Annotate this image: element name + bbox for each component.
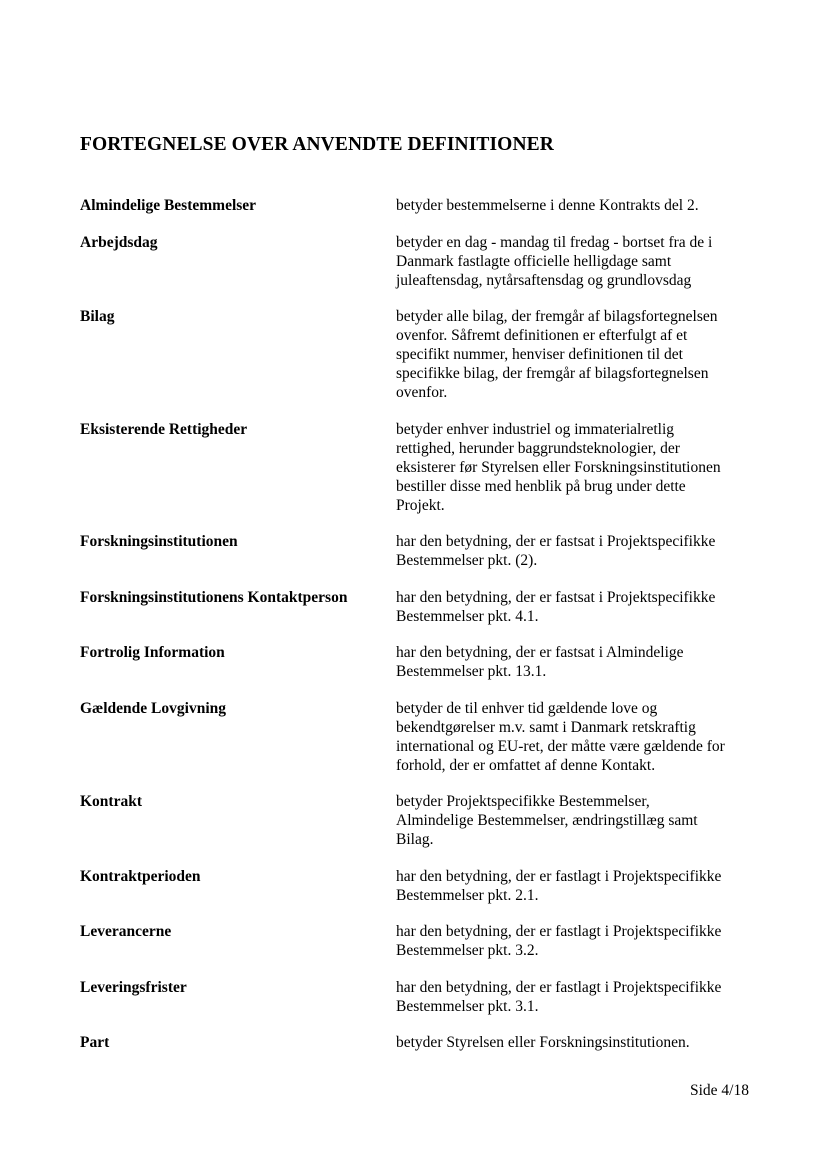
definition-line: har den betydning, der er fastlagt i Projektspecifikke: [396, 867, 722, 885]
definition-line: ovenfor. Såfremt definitionen er efterfulgt af et: [396, 327, 688, 344]
definition-line: juleaftensdag, nytårsaftensdag og grundlovsdag: [396, 271, 692, 289]
definition-row: [80, 420, 760, 515]
definition-term: Kontraktperioden: [80, 867, 201, 885]
definition-description: [396, 1033, 760, 1052]
definition-line: Bestemmelser pkt. 2.1.: [396, 886, 539, 904]
definition-line: Bestemmelser pkt. (2).: [396, 552, 538, 569]
definition-line: rettighed, herunder baggrundsteknologier, der: [396, 439, 680, 457]
definition-line: forhold, der er omfattet af denne Kontakt.: [396, 756, 656, 774]
definition-term: Eksisterende Rettigheder: [80, 420, 248, 438]
definition-line: ovenfor.: [396, 384, 448, 401]
definition-line: Bestemmelser pkt. 13.1.: [396, 663, 547, 680]
definition-term: Part: [80, 1034, 110, 1051]
definition-description: [396, 792, 760, 849]
definition-line: eksisterer før Styrelsen eller Forskningsinstitutionen: [396, 458, 721, 476]
definition-term: Leveringsfrister: [80, 978, 187, 996]
definition-description: [396, 922, 760, 960]
definition-line: har den betydning, der er fastsat i Almindelige: [396, 644, 684, 661]
definition-row: [80, 978, 760, 1016]
definition-description: [396, 307, 760, 402]
definition-row: [80, 532, 760, 570]
definition-term: Kontrakt: [80, 793, 142, 810]
definition-line: bestiller disse med henblik på brug under dette: [396, 477, 686, 495]
definition-line: betyder en dag - mandag til fredag - bortset fra de i: [396, 233, 713, 251]
definition-row: [80, 643, 760, 681]
page-title: FORTEGNELSE OVER ANVENDTE DEFINITIONER: [80, 134, 554, 155]
definition-line: specifikke bilag, der fremgår af bilagsfortegnelsen: [396, 365, 709, 382]
definition-term: Almindelige Bestemmelser: [80, 197, 257, 214]
definition-term: Gældende Lovgivning: [80, 699, 226, 717]
definition-description: [396, 420, 760, 515]
definition-line: Danmark fastlagte officielle helligdage samt: [396, 252, 672, 270]
definition-term: Forskningsinstitutionens Kontaktperson: [80, 588, 348, 606]
definition-row: [80, 699, 760, 775]
definition-description: [396, 867, 760, 905]
definition-description: [396, 196, 760, 215]
definition-line: betyder de til enhver tid gældende love og: [396, 699, 658, 717]
definition-line: Bestemmelser pkt. 3.1.: [396, 997, 539, 1015]
definition-line: Bestemmelser pkt. 4.1.: [396, 607, 539, 625]
definition-line: Projekt.: [396, 496, 445, 514]
definition-term: Leverancerne: [80, 923, 172, 940]
definition-term: Bilag: [80, 308, 115, 325]
definition-row: [80, 1033, 760, 1052]
definition-term: Fortrolig Information: [80, 644, 225, 661]
definition-line: international og EU-ret, der måtte være gældende for: [396, 737, 725, 755]
definition-line: har den betydning, der er fastlagt i Projektspecifikke: [396, 923, 722, 940]
definition-line: Bestemmelser pkt. 3.2.: [396, 942, 539, 959]
definition-term: Forskningsinstitutionen: [80, 533, 238, 550]
definition-line: betyder Projektspecifikke Bestemmelser,: [396, 793, 650, 810]
definition-line: har den betydning, der er fastsat i Projektspecifikke: [396, 533, 716, 550]
definition-line: Bilag.: [396, 831, 434, 848]
definition-line: betyder Styrelsen eller Forskningsinstitutionen.: [396, 1034, 690, 1051]
definition-row: [80, 307, 760, 402]
definition-line: betyder bestemmelserne i denne Kontrakts del 2.: [396, 197, 699, 214]
definition-term: Arbejdsdag: [80, 233, 158, 251]
definition-list: [80, 196, 760, 1070]
definition-row: [80, 196, 760, 215]
definition-line: bekendtgørelser m.v. samt i Danmark retskraftig: [396, 718, 696, 736]
page-number: Side 4/18: [690, 1082, 749, 1099]
definition-line: Almindelige Bestemmelser, ændringstillæg samt: [396, 812, 698, 829]
definition-description: [396, 699, 760, 775]
definition-description: [396, 532, 760, 570]
definition-row: [80, 233, 760, 290]
definition-description: [396, 588, 760, 626]
definition-description: [396, 643, 760, 681]
definition-line: har den betydning, der er fastlagt i Projektspecifikke: [396, 978, 722, 996]
definition-description: [396, 978, 760, 1016]
definition-row: [80, 588, 760, 626]
definition-line: har den betydning, der er fastsat i Projektspecifikke: [396, 588, 716, 606]
definition-description: [396, 233, 760, 290]
definition-line: betyder alle bilag, der fremgår af bilagsfortegnelsen: [396, 308, 718, 325]
definition-line: betyder enhver industriel og immaterialretlig: [396, 420, 675, 438]
definition-row: [80, 922, 760, 960]
definition-row: [80, 867, 760, 905]
definition-line: specifikt nummer, henviser definitionen til det: [396, 346, 683, 363]
definition-row: [80, 792, 760, 849]
